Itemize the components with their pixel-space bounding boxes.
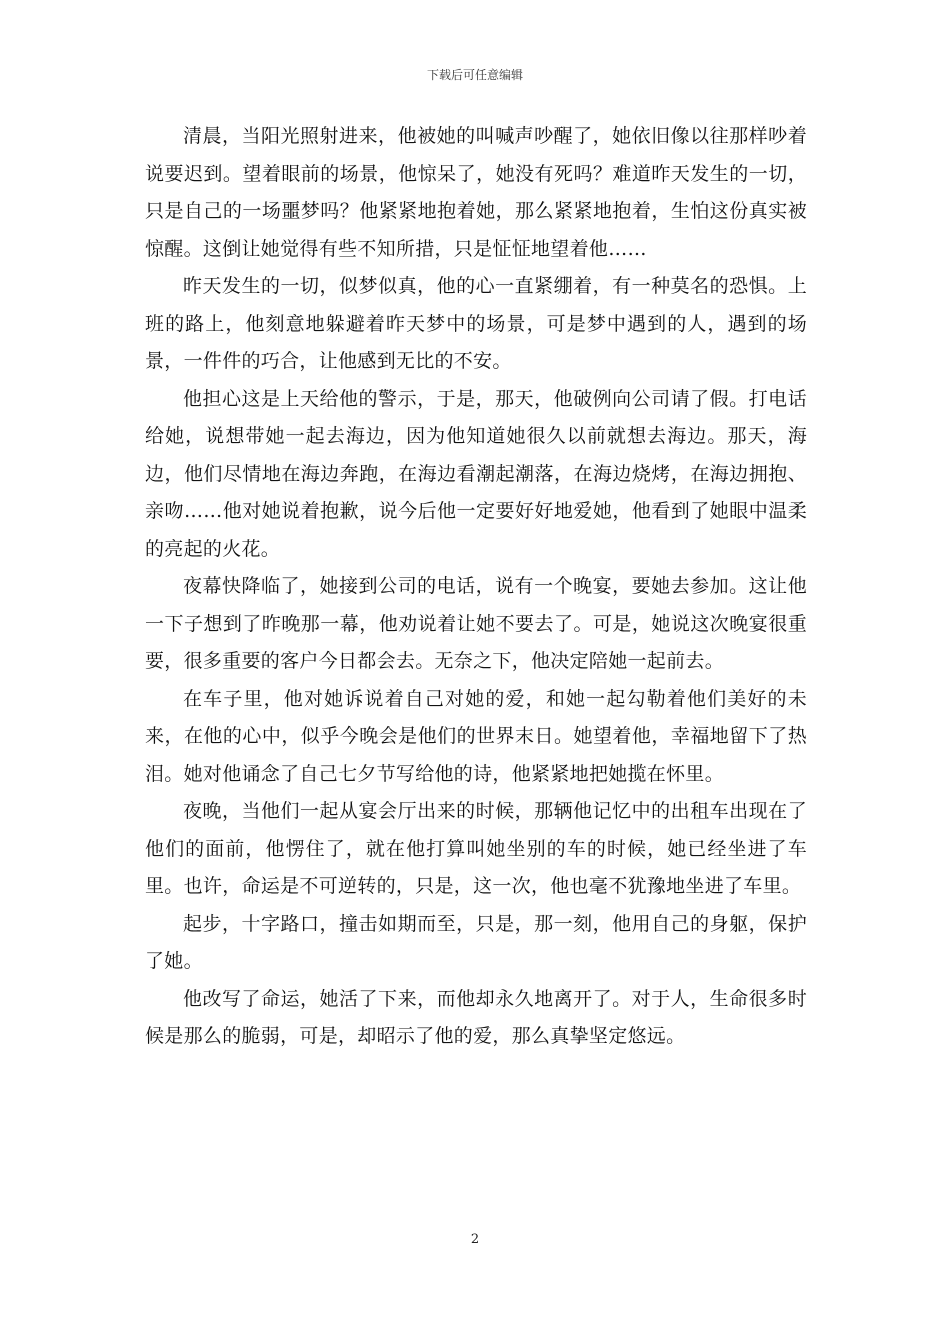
paragraph: 他担心这是上天给他的警示，于是，那天，他破例向公司请了假。打电话给她，说想带她一起去海边，因为他知道她很久以前就想去海边。那天，海边，他们尽情地在海边奔跑，在海边看潮起潮落，在海边烧烤，在海边拥抱、亲吻……他对她说着抱歉，说今后他一定要好好地爱她，他看到了她眼中温柔的亮起的火花。 bbox=[145, 387, 807, 560]
paragraph: 清晨，当阳光照射进来，他被她的叫喊声吵醒了，她依旧像以往那样吵着说要迟到。望着眼前的场景，他惊呆了，她没有死吗？难道昨天发生的一切，只是自己的一场噩梦吗？他紧紧地抱着她，那么紧紧地抱着，生怕这份真实被惊醒。这倒让她觉得有些不知所措，只是怔怔地望着他…… bbox=[145, 125, 807, 260]
paragraph: 他改写了命运，她活了下来，而他却永久地离开了。对于人，生命很多时候是那么的脆弱，可是，却昭示了他的爱，那么真挚坚定悠远。 bbox=[145, 987, 807, 1047]
page-number: 2 bbox=[470, 1232, 480, 1247]
paragraph: 昨天发生的一切，似梦似真，他的心一直紧绷着，有一种莫名的恐惧。上班的路上，他刻意地躲避着昨天梦中的场景，可是梦中遇到的人，遇到的场景，一件件的巧合，让他感到无比的不安。 bbox=[145, 275, 807, 372]
paragraph: 起步，十字路口，撞击如期而至，只是，那一刻，他用自己的身躯，保护了她。 bbox=[145, 912, 807, 972]
page-header: 下载后可任意编辑 bbox=[426, 68, 523, 82]
paragraph: 夜晚，当他们一起从宴会厅出来的时候，那辆他记忆中的出租车出现在了他们的面前，他愣住了，就在他打算叫她坐别的车的时候，她已经坐进了车里。也许，命运是不可逆转的，只是，这一次，他也毫不犹豫地坐进了车里。 bbox=[145, 800, 807, 897]
document-body bbox=[145, 118, 807, 1056]
paragraph: 夜幕快降临了，她接到公司的电话，说有一个晚宴，要她去参加。这让他一下子想到了昨晚那一幕，他劝说着让她不要去了。可是，她说这次晚宴很重要，很多重要的客户今日都会去。无奈之下，他决定陪她一起前去。 bbox=[145, 575, 807, 672]
paragraph: 在车子里，他对她诉说着自己对她的爱，和她一起勾勒着他们美好的未来，在他的心中，似乎今晚会是他们的世界末日。她望着他，幸福地留下了热泪。她对他诵念了自己七夕节写给他的诗，他紧紧地把她揽在怀里。 bbox=[145, 687, 807, 785]
